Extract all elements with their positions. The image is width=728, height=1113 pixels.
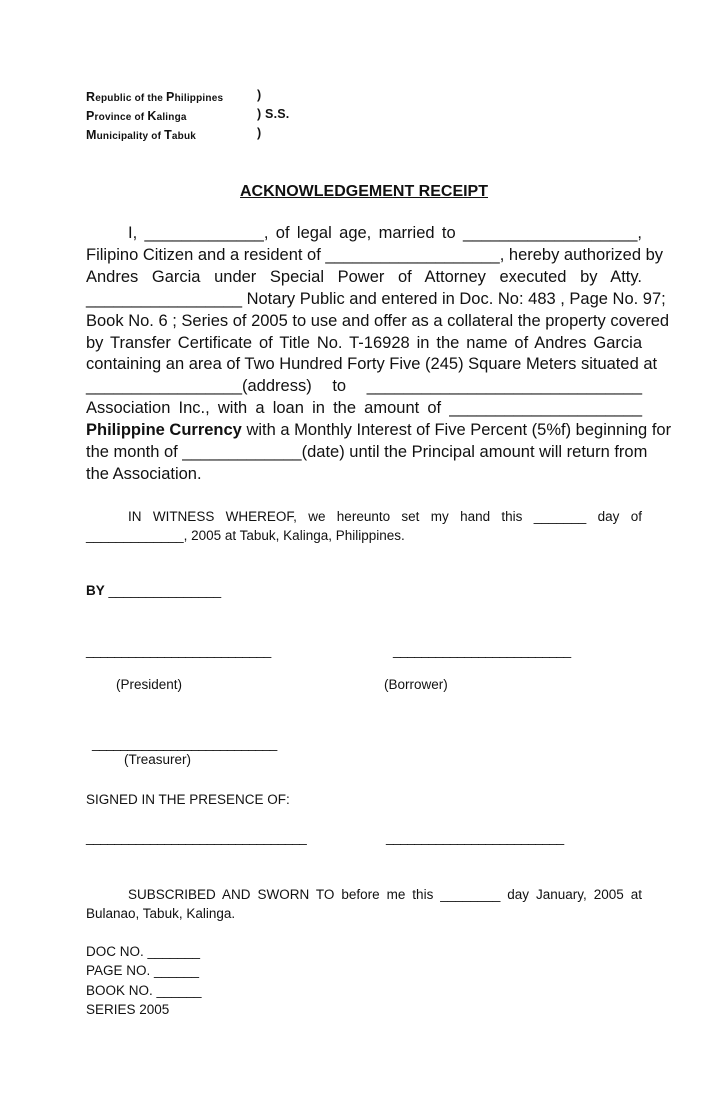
by-label: BY bbox=[86, 583, 105, 598]
header-province bbox=[86, 109, 187, 123]
header-province-bracket: ) S.S. bbox=[257, 107, 290, 121]
header-republic-cap1: R bbox=[86, 90, 96, 104]
header-municipality bbox=[86, 128, 196, 142]
treasurer-signature-line: __________________________ bbox=[92, 736, 277, 751]
president-label: (President) bbox=[116, 677, 183, 692]
president-signature-line: __________________________ bbox=[86, 643, 271, 658]
header-republic-text2: hilippines bbox=[174, 93, 224, 104]
notary-series: SERIES 2005 bbox=[86, 1002, 170, 1017]
header-republic bbox=[86, 90, 223, 104]
header-municipality-cap1: M bbox=[86, 128, 97, 142]
body-line-10 bbox=[86, 420, 672, 442]
header-municipality-bracket: ) bbox=[257, 126, 262, 140]
treasurer-label: (Treasurer) bbox=[124, 752, 192, 767]
header-republic-cap2: P bbox=[166, 90, 175, 104]
document-title: ACKNOWLEDGEMENT RECEIPT bbox=[240, 183, 488, 200]
subscribed-line-2: Bulanao, Tabuk, Kalinga. bbox=[86, 906, 236, 921]
header-province-cap2: K bbox=[147, 109, 157, 123]
body-line-1: I, _____________, of legal age, married to ___________________, bbox=[128, 224, 642, 242]
subscribed-line-1: SUBSCRIBED AND SWORN TO before me this ________ day January, 2005 at bbox=[128, 887, 642, 902]
signed-presence-label: SIGNED IN THE PRESENCE OF: bbox=[86, 792, 290, 807]
body-line-4: _________________ Notary Public and entered in Doc. No: 483 , Page No. 97; bbox=[86, 290, 666, 308]
body-line-11: the month of _____________(date) until the Principal amount will return from bbox=[86, 443, 648, 461]
body-line-7: containing an area of Two Hundred Forty Five (245) Square Meters situated at bbox=[86, 355, 658, 373]
header-republic-bracket: ) bbox=[257, 88, 262, 102]
witness-line-1: IN WITNESS WHEREOF, we hereunto set my hand this _______ day of bbox=[128, 509, 642, 524]
body-line-6: by Transfer Certificate of Title No. T-16928 in the name of Andres Garcia bbox=[86, 334, 642, 352]
body-line-5: Book No. 6 ; Series of 2005 to use and offer as a collateral the property covered bbox=[86, 312, 670, 330]
by-blank: _______________ bbox=[104, 583, 222, 598]
witness-signature-line-right: _________________________ bbox=[386, 830, 564, 845]
header-province-text1: rovince of bbox=[94, 112, 148, 123]
header-municipality-text1: unicipality of bbox=[96, 131, 165, 142]
notary-doc-no: DOC NO. _______ bbox=[86, 944, 201, 959]
body-line-10-rest: with a Monthly Interest of Five Percent (5%f) beginning for bbox=[241, 421, 672, 439]
header-municipality-cap2: T bbox=[164, 128, 172, 142]
header-province-text2: alinga bbox=[156, 112, 187, 123]
by-field bbox=[86, 583, 221, 598]
body-line-9: Association Inc., with a loan in the amount of _____________________ bbox=[86, 399, 642, 417]
header-republic-text1: epublic of the bbox=[95, 93, 167, 104]
body-line-3: Andres Garcia under Special Power of Attorney executed by Atty. bbox=[86, 268, 642, 286]
currency-bold: Philippine Currency bbox=[86, 421, 242, 439]
notary-book-no: BOOK NO. ______ bbox=[86, 983, 202, 998]
notary-page-no: PAGE NO. ______ bbox=[86, 963, 200, 978]
body-line-12: the Association. bbox=[86, 465, 202, 483]
witness-signature-line-left: _______________________________ bbox=[86, 830, 307, 845]
witness-line-2: _____________, 2005 at Tabuk, Kalinga, Philippines. bbox=[86, 528, 405, 543]
body-line-8: _________________(address) to ______________________________ bbox=[86, 377, 642, 395]
body-line-2: Filipino Citizen and a resident of ___________________, hereby authorized by bbox=[86, 246, 664, 264]
borrower-label: (Borrower) bbox=[384, 677, 448, 692]
borrower-signature-line: _________________________ bbox=[393, 643, 571, 658]
header-municipality-text2: abuk bbox=[171, 131, 197, 142]
header-province-cap1: P bbox=[86, 109, 95, 123]
